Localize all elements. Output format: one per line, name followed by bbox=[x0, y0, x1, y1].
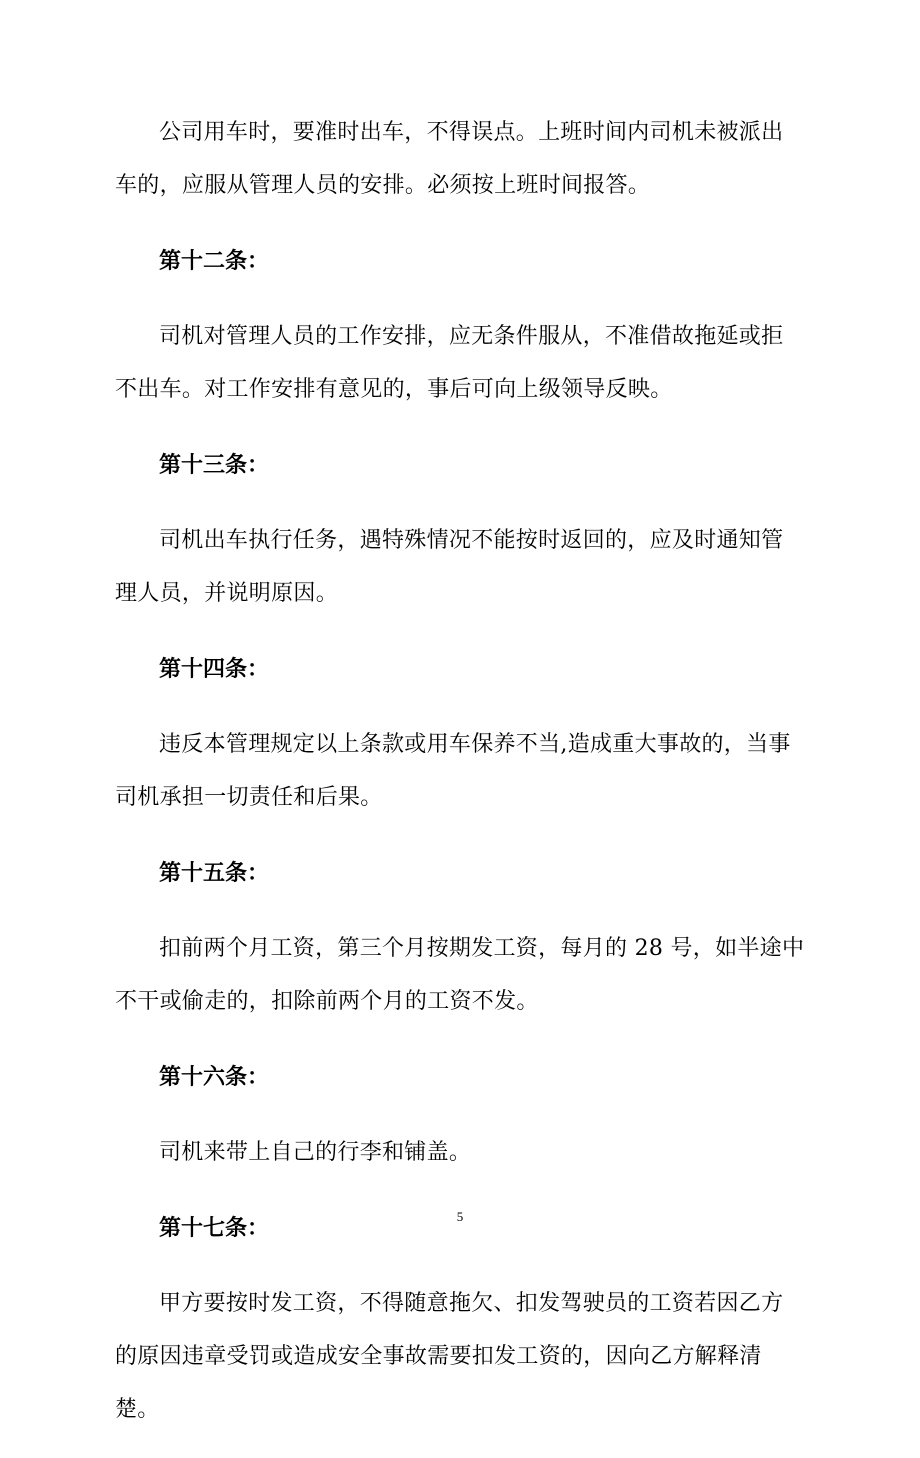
paragraph-article-16 bbox=[115, 1126, 805, 1179]
article-16-heading-block bbox=[115, 1050, 805, 1104]
document-body bbox=[115, 106, 805, 1458]
paragraph-article-15 bbox=[115, 922, 805, 1028]
paragraph-vehicle-use bbox=[115, 106, 805, 212]
paragraph-text: 甲方要按时发工资，不得随意拖欠、扣发驾驶员的工资若因乙方的原因违章受罚或造成安全事故需要扣发工资的，因向乙方解释清楚。 bbox=[115, 1291, 784, 1422]
article-12-heading-block bbox=[115, 234, 805, 288]
article-15-heading-block bbox=[115, 846, 805, 900]
paragraph-text: 司机对管理人员的工作安排，应无条件服从，不准借故拖延或拒不出车。对工作安排有意见的，事后可向上级领导反映。 bbox=[115, 324, 784, 402]
article-heading: 第十四条： bbox=[159, 656, 270, 682]
paragraph-article-14 bbox=[115, 718, 805, 824]
paragraph-article-12 bbox=[115, 310, 805, 416]
article-heading: 第十七条： bbox=[159, 1215, 270, 1241]
article-heading: 第十六条： bbox=[159, 1064, 270, 1090]
paragraph-article-13 bbox=[115, 514, 805, 620]
paragraph-text: 司机出车执行任务，遇特殊情况不能按时返回的，应及时通知管理人员，并说明原因。 bbox=[115, 528, 784, 606]
paragraph-text: 扣前两个月工资，第三个月按期发工资，每月的 28 号，如半途中不干或偷走的，扣除前两个月的工资不发。 bbox=[115, 936, 805, 1014]
paragraph-text: 违反本管理规定以上条款或用车保养不当,造成重大事故的，当事司机承担一切责任和后果。 bbox=[115, 732, 791, 810]
article-heading: 第十五条： bbox=[159, 860, 270, 886]
article-13-heading-block bbox=[115, 438, 805, 492]
paragraph-article-17 bbox=[115, 1277, 805, 1436]
paragraph-text: 公司用车时，要准时出车，不得误点。上班时间内司机未被派出车的，应服从管理人员的安排。必须按上班时间报答。 bbox=[115, 120, 784, 198]
page-number: 5 bbox=[456, 1209, 464, 1224]
article-14-heading-block bbox=[115, 642, 805, 696]
paragraph-text: 司机来带上自己的行李和铺盖。 bbox=[159, 1140, 472, 1165]
article-heading: 第十三条： bbox=[159, 452, 270, 478]
article-heading: 第十二条： bbox=[159, 248, 270, 274]
